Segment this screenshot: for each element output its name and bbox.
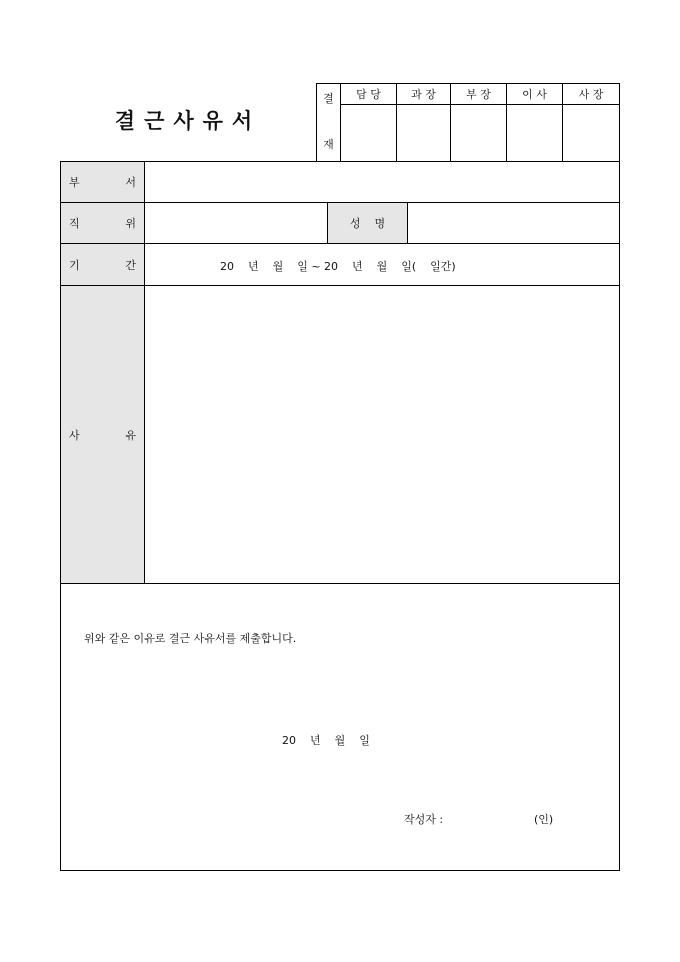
reason-field[interactable]	[145, 286, 619, 583]
reason-label-a: 사	[69, 428, 80, 442]
position-field[interactable]	[145, 203, 327, 243]
period-label-b: 간	[125, 258, 136, 272]
approval-sign-president[interactable]	[563, 105, 619, 161]
reason-label	[61, 286, 144, 583]
approval-header-president: 사 장	[578, 88, 604, 101]
period-label	[61, 244, 144, 285]
statement-text: 위와 같은 이유로 결근 사유서를 제출합니다.	[84, 632, 297, 645]
approval-header-director: 이 사	[522, 88, 547, 101]
approval-header-staff: 담 당	[356, 88, 381, 101]
approval-side-label-top: 결	[323, 92, 334, 105]
department-label-a: 부	[69, 176, 80, 189]
approval-sign-staff[interactable]	[341, 105, 396, 161]
approval-sign-department-head[interactable]	[451, 105, 506, 161]
reason-label-b: 유	[125, 428, 136, 442]
signer-name-field[interactable]	[460, 806, 530, 828]
approval-header-section-chief: 과 장	[411, 88, 436, 101]
position-label-b: 위	[125, 217, 136, 230]
period-label-a: 기	[69, 258, 80, 272]
approval-header-department-head: 부 장	[466, 88, 491, 101]
approval-sign-director[interactable]	[507, 105, 562, 161]
name-field[interactable]	[408, 203, 619, 243]
approval-side-label-bottom: 재	[323, 138, 334, 151]
seal-mark: (인)	[534, 813, 554, 826]
approval-sign-section-chief[interactable]	[397, 105, 450, 161]
period-field[interactable]: 20 년 월 일 ~ 20 년 월 일( 일간)	[220, 260, 456, 273]
department-label	[61, 162, 144, 202]
name-label: 성 명	[349, 217, 386, 230]
signer-label: 작성자 :	[404, 813, 444, 826]
department-label-b: 서	[125, 176, 136, 189]
position-label	[61, 203, 144, 243]
document-title: 결근사유서	[114, 108, 262, 133]
position-label-a: 직	[69, 217, 80, 230]
department-field[interactable]	[145, 162, 619, 202]
date-line[interactable]: 20 년 월 일	[282, 734, 370, 747]
